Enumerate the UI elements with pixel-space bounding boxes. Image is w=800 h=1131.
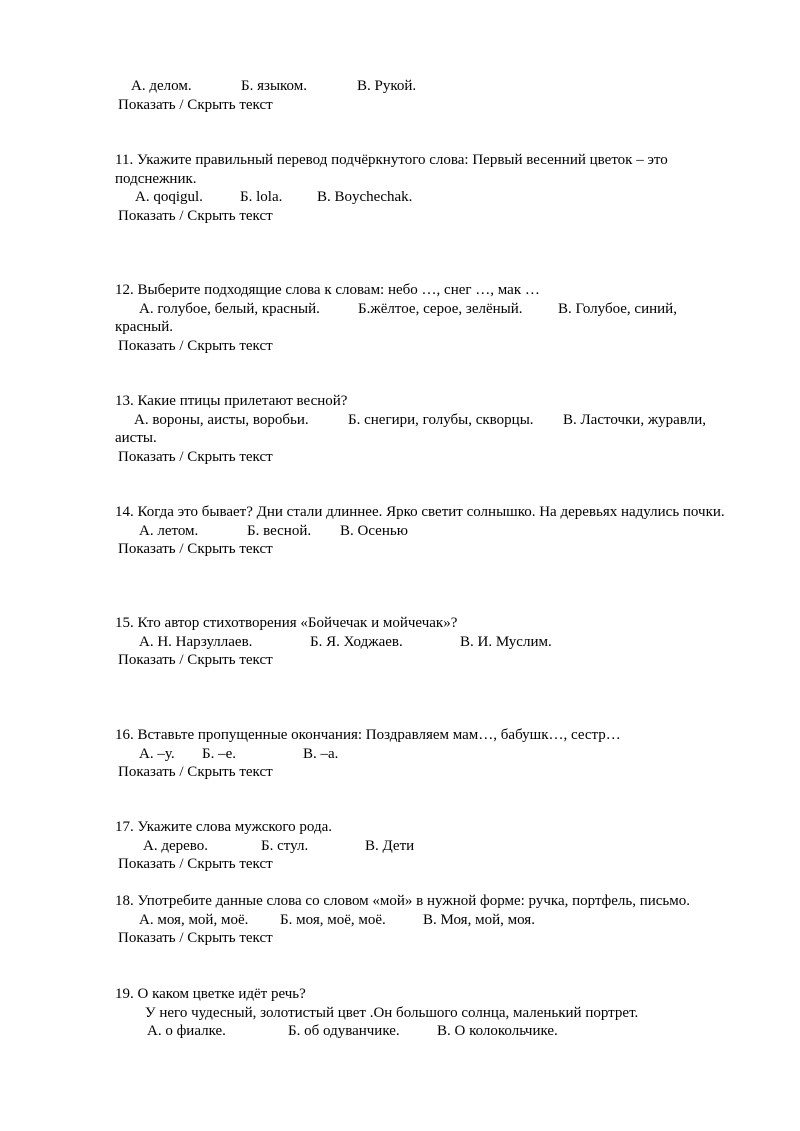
question-17: [115, 818, 745, 874]
show-hide-text-link[interactable]: Показать / Скрыть текст: [118, 96, 273, 113]
show-hide-text-link[interactable]: Показать / Скрыть текст: [118, 448, 273, 465]
question-10-tail: [115, 77, 745, 114]
show-hide-text-link[interactable]: Показать / Скрыть текст: [118, 856, 273, 872]
question-text: 17. Укажите слова мужского рода.: [115, 819, 333, 835]
option-b: Б. языком.: [241, 78, 307, 94]
option-b: Б. об одуванчике.: [288, 1023, 400, 1039]
question-text: 11. Укажите правильный перевод подчёркнутого слова: Первый весенний цветок – это подснежник.: [115, 152, 668, 187]
answer-options: [115, 188, 745, 207]
question-18: [115, 892, 745, 948]
option-c: В. Осенью: [340, 522, 408, 539]
question-15: [115, 614, 745, 670]
option-a: А. делом.: [131, 78, 192, 94]
option-a: А. Н. Нарзуллаев.: [139, 633, 253, 650]
question-19: [115, 985, 745, 1041]
option-b: Б. снегири, голубы, скворцы.: [348, 411, 534, 428]
option-c: В. Дети: [365, 837, 415, 854]
answer-options: [115, 77, 745, 96]
answer-options: [115, 1022, 745, 1041]
option-b: Б. Я. Ходжаев.: [310, 633, 403, 650]
question-11: [115, 151, 745, 225]
question-14: [115, 503, 745, 559]
question-text: 18. Употребите данные слова со словом «мой» в нужной форме: ручка, портфель, письмо.: [115, 893, 691, 909]
answer-options: [115, 745, 745, 764]
answer-options: [115, 411, 745, 430]
option-c: В. Ласточки, журавли,: [563, 411, 706, 428]
show-hide-text-link[interactable]: Показать / Скрыть текст: [118, 541, 273, 557]
show-hide-text-link[interactable]: Показать / Скрыть текст: [118, 652, 273, 668]
riddle-text: У него чудесный, золотистый цвет .Он большого солнца, маленький портрет.: [145, 1004, 639, 1021]
option-a: А. о фиалке.: [147, 1023, 226, 1039]
show-hide-text-link[interactable]: Показать / Скрыть текст: [118, 207, 273, 224]
option-b: Б. –е.: [202, 745, 237, 762]
answer-options: [115, 911, 745, 930]
question-text: 16. Вставьте пропущенные окончания: Поздравляем мам…, бабушк…, сестр…: [115, 727, 621, 743]
option-c: В. Голубое, синий,: [558, 300, 677, 317]
option-a: А. дерево.: [143, 837, 209, 854]
option-a: А. –у.: [139, 745, 175, 762]
show-hide-text-link[interactable]: Показать / Скрыть текст: [118, 337, 273, 354]
option-c: В. Boychechak.: [317, 189, 413, 205]
question-12: [115, 281, 745, 355]
option-c: В. О колокольчике.: [437, 1023, 558, 1039]
option-c: В. –а.: [303, 745, 339, 762]
option-b: Б. весной.: [247, 522, 312, 539]
option-c: В. Рукой.: [357, 78, 417, 94]
option-a: А. летом.: [139, 522, 199, 539]
question-text: 19. О каком цветке идёт речь?: [115, 986, 306, 1002]
question-16: [115, 726, 745, 782]
option-continuation: аисты.: [115, 430, 157, 446]
answer-options: [115, 300, 745, 319]
option-a: А. вороны, аисты, воробьи.: [134, 411, 309, 428]
option-a: А. qoqigul.: [135, 189, 203, 205]
answer-options: [115, 522, 745, 541]
option-c: В. Моя, мой, моя.: [423, 911, 535, 928]
question-13: [115, 392, 745, 466]
show-hide-text-link[interactable]: Показать / Скрыть текст: [118, 930, 273, 946]
option-b: Б.жёлтое, серое, зелёный.: [358, 300, 523, 317]
option-b: Б. стул.: [261, 837, 309, 854]
option-b: Б. lola.: [240, 189, 283, 205]
option-continuation: красный.: [115, 319, 173, 335]
option-b: Б. моя, моё, моё.: [280, 911, 386, 928]
show-hide-text-link[interactable]: Показать / Скрыть текст: [118, 764, 273, 780]
option-a: А. моя, мой, моё.: [139, 911, 249, 928]
question-text: 12. Выберите подходящие слова к словам: небо …, снег …, мак …: [115, 282, 540, 298]
question-text: 14. Когда это бывает? Дни стали длиннее. Ярко светит солнышко. На деревьях надулись почки.: [115, 504, 725, 520]
answer-options: [115, 837, 745, 856]
question-text: 15. Кто автор стихотворения «Бойчечак и мойчечак»?: [115, 615, 458, 631]
answer-options: [115, 633, 745, 652]
option-c: В. И. Муслим.: [460, 633, 552, 650]
question-text: 13. Какие птицы прилетают весной?: [115, 393, 348, 409]
option-a: А. голубое, белый, красный.: [139, 300, 320, 317]
